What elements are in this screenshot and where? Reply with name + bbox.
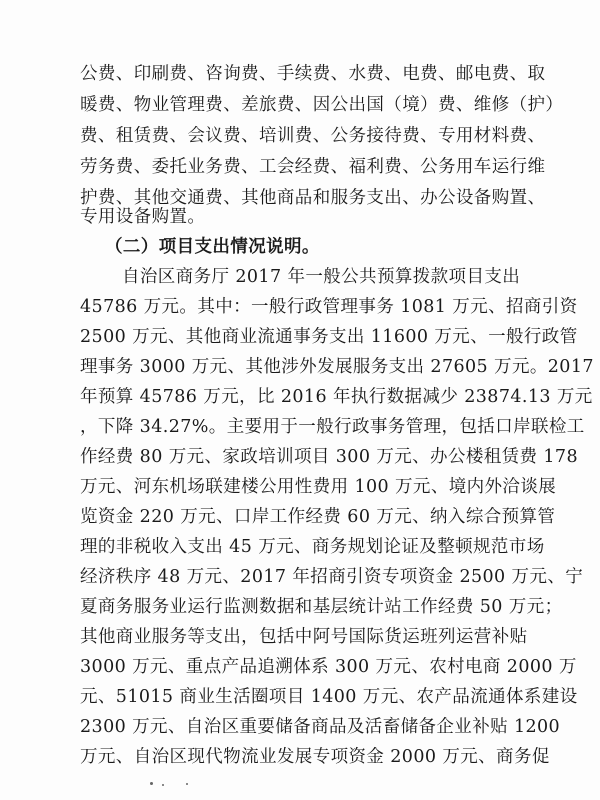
text-line: 览资金 220 万元、口岸工作经费 60 万元、纳入综合预算管 xyxy=(80,507,556,527)
text-line: 其他商业服务等支出，包括中阿号国际货运班列运营补贴 xyxy=(80,627,528,647)
text-line: 元、51015 商业生活圈项目 1400 万元、农产品流通体系建设 xyxy=(80,687,578,707)
text-line: 2500 万元、其他商业流通事务支出 11600 万元、一般行政管 xyxy=(80,327,578,347)
scan-speck xyxy=(186,783,188,785)
text-line: 经济秩序 48 万元、2017 年招商引资专项资金 2500 万元、宁 xyxy=(80,567,584,587)
text-line: ，下降 34.27%。主要用于一般行政事务管理，包括口岸联检工 xyxy=(80,417,585,437)
text-line: 专用设备购置。 xyxy=(80,207,206,227)
scan-speck xyxy=(150,782,153,785)
text-line: 作经费 80 万元、家政培训项目 300 万元、办公楼租赁费 178 xyxy=(80,447,578,467)
text-line: 理事务 3000 万元、其他涉外发展服务支出 27605 万元。2017 xyxy=(80,357,594,377)
text-line: 万元、自治区现代物流业发展专项资金 2000 万元、商务促 xyxy=(80,747,550,767)
text-line: 公费、印刷费、咨询费、手续费、水费、电费、邮电费、取 xyxy=(80,64,546,84)
text-line: 夏商务服务业运行监测数据和基层统计站工作经费 50 万元； xyxy=(80,597,563,617)
text-line: 45786 万元。其中：一般行政管理事务 1081 万元、招商引资 xyxy=(80,297,578,317)
text-line: 费、租赁费、会议费、培训费、公务接待费、专用材料费、 xyxy=(80,126,546,146)
text-line: 3000 万元、重点产品追溯体系 300 万元、农村电商 2000 万 xyxy=(80,657,577,677)
text-line: 万元、河东机场联建楼公用性费用 100 万元、境内外洽谈展 xyxy=(80,477,557,497)
paragraph-first-line: 自治区商务厅 2017 年一般公共预算拨款项目支出 xyxy=(122,267,521,287)
section-heading: （二）项目支出情况说明。 xyxy=(105,237,320,257)
text-line: 暖费、物业管理费、差旅费、因公出国（境）费、维修（护） xyxy=(80,95,564,115)
scan-speck xyxy=(162,784,164,786)
text-line: 护费、其他交通费、其他商品和服务支出、办公设备购置、 xyxy=(80,188,546,208)
text-line: 2300 万元、自治区重要储备商品及活畜储备企业补贴 1200 xyxy=(80,717,561,737)
text-line: 劳务费、委托业务费、工会经费、福利费、公务用车运行维 xyxy=(80,157,546,177)
text-line: 年预算 45786 万元，比 2016 年执行数据减少 23874.13 万元 xyxy=(80,387,593,407)
text-line: 理的非税收入支出 45 万元、商务规划论证及整顿规范市场 xyxy=(80,537,545,557)
